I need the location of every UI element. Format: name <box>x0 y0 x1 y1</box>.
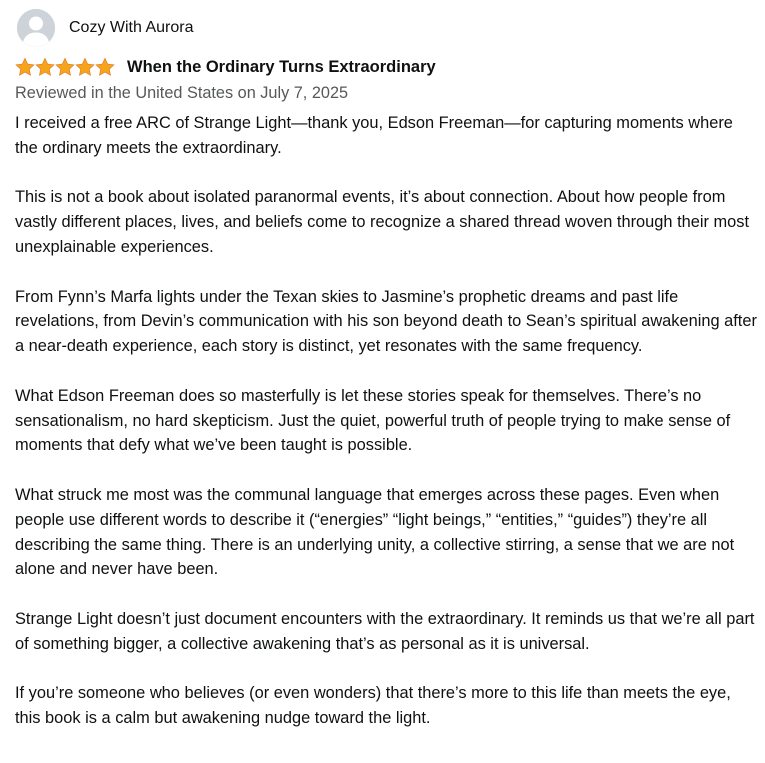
star-icon <box>55 57 75 77</box>
review-paragraph: If you’re someone who believes (or even wonders) that there’s more to this life than meets the eye, this book is a calm but awakening nudge toward the light. <box>15 684 731 728</box>
review-title-row <box>15 55 436 79</box>
review-paragraph: Strange Light doesn’t just document encounters with the extraordinary. It reminds us that we’re all part of something bigger, a collective awakening that’s as personal as it is universal. <box>15 609 755 653</box>
review-paragraph: What Edson Freeman does so masterfully is let these stories speak for themselves. There’s no sensationalism, no hard skepticism. Just the quiet, powerful truth of people trying to make sense of moments that defy what we’ve been taught is possible. <box>15 386 731 455</box>
review-paragraph: From Fynn’s Marfa lights under the Texan skies to Jasmine’s prophetic dreams and past life revelations, from Devin’s communication with his son beyond death to Sean’s spiritual awakening after a near-death experience, each story is distinct, yet resonates with the same frequency. <box>15 287 757 356</box>
review-paragraph: What struck me most was the communal language that emerges across these pages. Even when people use different words to describe it (“energies” “light beings,” “entities,” “guides”) they’re all describing the same thing. There is an underlying unity, a collective stirring, a sense that we are not alone and never have been. <box>15 485 735 579</box>
default-user-avatar-icon[interactable] <box>17 9 55 47</box>
review-body <box>15 111 760 731</box>
star-icon <box>75 57 95 77</box>
reviewer-name[interactable]: Cozy With Aurora <box>69 19 194 36</box>
review-paragraph: This is not a book about isolated paranormal events, it’s about connection. About how people from vastly different places, lives, and beliefs come to recognize a shared thread woven through their most unexplainable experiences. <box>15 188 750 256</box>
star-icon <box>35 57 55 77</box>
star-icon <box>95 57 115 77</box>
reviewer-profile[interactable] <box>17 9 193 47</box>
star-rating[interactable] <box>15 57 115 77</box>
review-date: Reviewed in the United States on July 7, 2025 <box>15 84 349 102</box>
review-paragraph: I received a free ARC of Strange Light—thank you, Edson Freeman—for capturing moments where the ordinary meets the extraordinary. <box>15 114 733 157</box>
review-title[interactable]: When the Ordinary Turns Extraordinary <box>127 58 436 76</box>
star-icon <box>15 57 35 77</box>
